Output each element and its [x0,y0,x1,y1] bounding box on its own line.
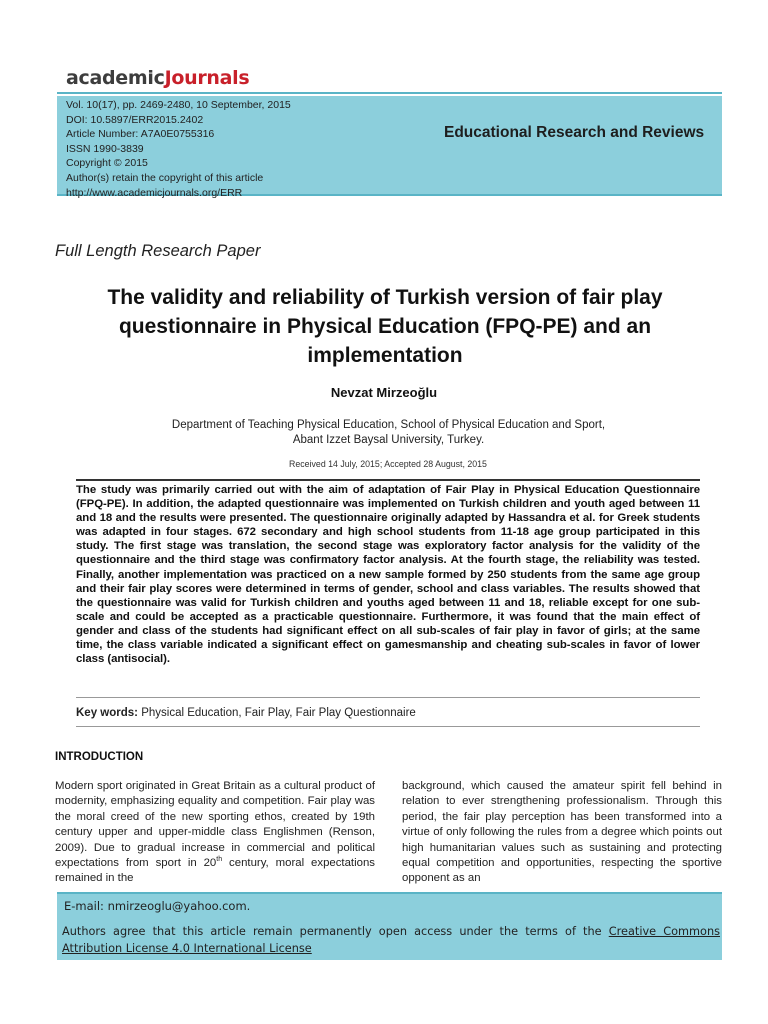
abstract-bottom-rule [76,697,700,698]
keywords-list: Physical Education, Fair Play, Fair Play Questionnaire [141,707,416,719]
meta-doi: DOI: 10.5897/ERR2015.2402 [66,113,204,126]
abstract-text: The study was primarily carried out with the aim of adaptation of Fair Play in Physical Education Questionnaire (FPQ-PE). In addition, the adapted questionnaire was implemented on Turkish children and youth aged between 11 and 18 and the results were presented. The questionnaire originally adapted by Hassandra et al. for Greek students was adapted in four stages. 672 secondary and high school students from 11-18 age group participated in this study. The first stage was translation, the second stage was exploratory factor analysis for the validity of the questionnaire and the third stage was confirmatory factor analysis. At the fourth stage, the reliability was tested. Finally, another implementation was practiced on a new sample formed by 250 students from the same age group and their fair play scores were determined in terms of gender, school and class variables. The results showed that the questionnaire was valid for Turkish children and youths aged between 11 and 18, reliable except for one sub-scale and could be accepted as a practicable questionnaire. Furthermore, it was found that the main effect of gender and class of the students had significant effect on all sub-scales of fair play in favor of girls; at the same time, the class variable indicated a significant effect on gamesmanship and cheating sub-scales in favor of lower class (antisocial). [76,484,700,666]
paper-title: The validity and reliability of Turkish version of fair play questionnaire in Physical Education (FPQ-PE) and an implementation [107,286,663,367]
introduction-column-right: background, which caused the amateur spirit fell behind in relation to ever strengthening professionalism. Through this period, the fair play perception has been transformed into a virtue of only following the rules from a degree which points out high humanitarian values such as sustaining and protecting equal competition and opportunities, respecting the sportive opponent as an [402,780,722,885]
affiliation-line-1: Department of Teaching Physical Education, School of Physical Education and Sport, [171,419,606,431]
author-affiliation [100,418,677,448]
keywords-bottom-rule [76,726,700,727]
intro-left-superscript: th [216,856,223,864]
affiliation-line-2: Abant Izzet Baysal University, Turkey. [292,434,485,446]
article-metadata [66,98,291,200]
intro-left-text: Modern sport originated in Great Britain as a cultural product of modernity, emphasizing equality and competition. Fair play was the moral creed of the new sporting ethos, created by 19th century upper and upper-middle class Englishmen (Renson, 2009). Due to gradual increase in commercial and political expectations from sport in 20 [55,780,375,870]
license-link[interactable]: Creative Commons Attribution License 4.0 International License [62,925,720,955]
meta-issn: ISSN 1990-3839 [66,142,144,155]
author-name: Nevzat Mirzeoğlu [330,385,438,400]
meta-copyright: Copyright © 2015 [66,157,148,170]
publisher-logo [66,67,249,89]
received-dates: Received 14 July, 2015; Accepted 28 August, 2015 [289,459,487,469]
meta-volume: Vol. 10(17), pp. 2469-2480, 10 September, 2015 [66,99,291,111]
journal-name: Educational Research and Reviews [444,124,705,141]
section-heading-introduction: INTRODUCTION [55,751,144,763]
logo-text-academic: academic [66,67,165,89]
paper-type: Full Length Research Paper [55,242,261,260]
license-statement [62,923,720,957]
meta-article-number: Article Number: A7A0E0755316 [66,128,215,141]
keywords-line [76,707,416,719]
abstract-top-rule [76,479,700,481]
introduction-column-left [55,779,375,887]
meta-copyright-note: Author(s) retain the copyright of this article [66,171,264,184]
header-top-rule [57,92,722,94]
intro-left-text-end: century, moral expectations remained in the [55,857,375,885]
keywords-label: Key words: [76,707,138,719]
license-text: Authors agree that this article remain permanently open access under the terms of the [62,925,609,938]
meta-journal-url[interactable]: http://www.academicjournals.org/ERR [66,186,243,199]
logo-text-journals: Journals [164,67,250,89]
corresponding-email[interactable]: E-mail: nmirzeoglu@yahoo.com. [64,899,251,913]
